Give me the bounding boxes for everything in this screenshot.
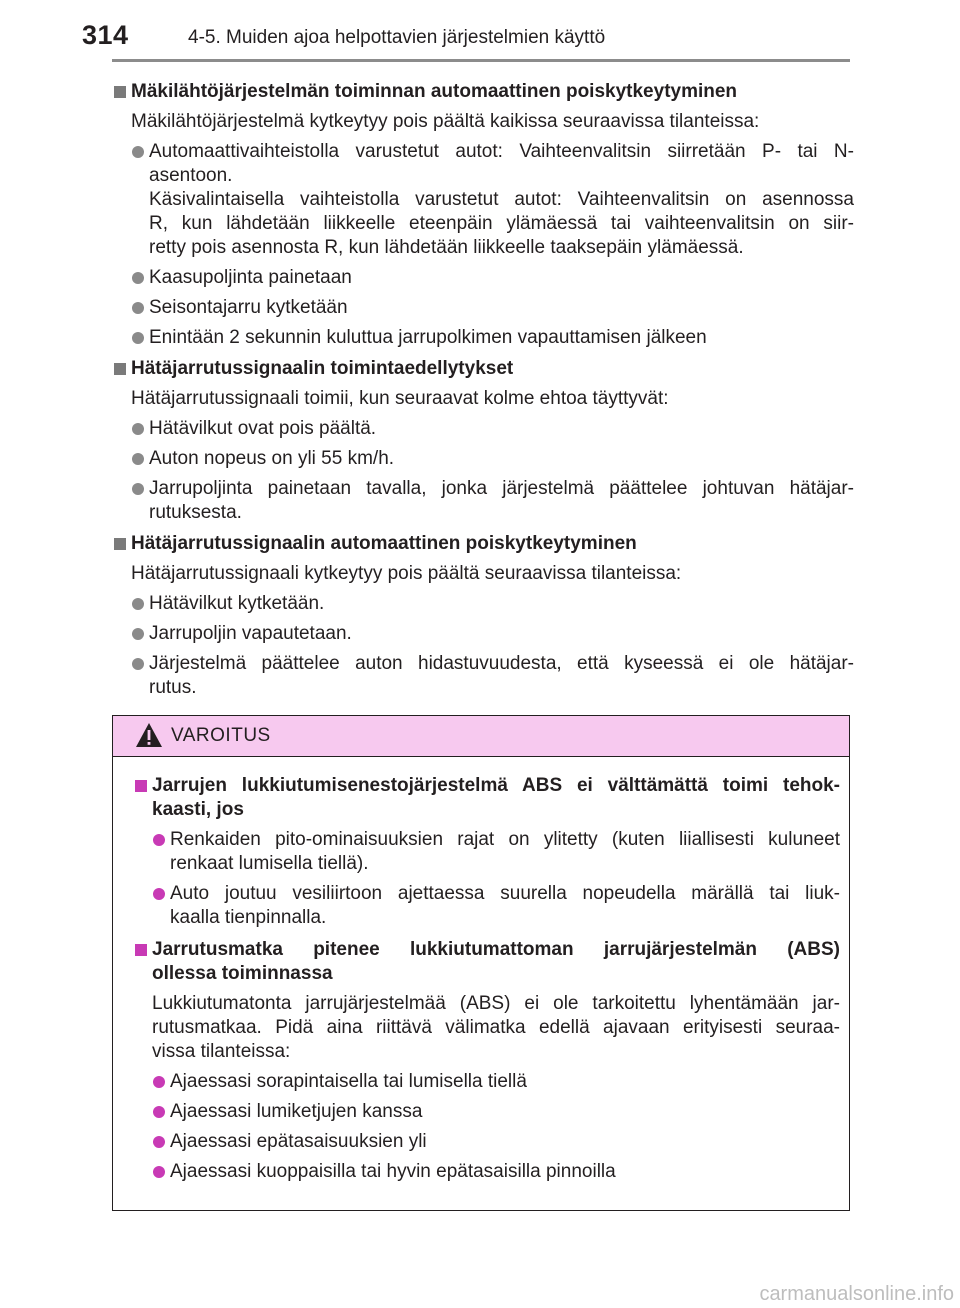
- header-divider: [112, 59, 850, 62]
- section-heading: [112, 532, 854, 556]
- list-item: [112, 592, 854, 616]
- intro-line: rutusmatkaa. Pidä aina riittävä välimatka edellä ajavaan erityisesti seuraa-: [152, 1017, 840, 1038]
- list-item: [112, 417, 854, 441]
- list-item: [112, 296, 854, 320]
- list-item-line: Kaasupoljinta painetaan: [149, 267, 352, 288]
- list-item-line: Ajaessasi kuoppaisilla tai hyvin epätasaisilla pinnoilla: [170, 1161, 616, 1182]
- warning-header: [113, 716, 849, 757]
- square-bullet-icon: [114, 363, 126, 375]
- list-item: [112, 326, 854, 350]
- circle-bullet-icon: [132, 423, 144, 435]
- list-item-line: Jarrupoljinta painetaan tavalla, jonka järjestelmä päättelee johtuvan hätäjar-: [149, 478, 854, 499]
- page-header: [0, 0, 960, 62]
- list-item: [112, 266, 854, 290]
- section-title: Hätäjarrutussignaalin toimintaedellytykset: [131, 358, 514, 379]
- warning-section-intro: [133, 992, 840, 1064]
- circle-bullet-icon: [132, 146, 144, 158]
- square-bullet-icon: [114, 538, 126, 550]
- intro-line: vissa tilanteissa:: [152, 1041, 291, 1062]
- section-title: Mäkilähtöjärjestelmän toiminnan automaattinen poiskytkeytyminen: [131, 81, 738, 102]
- list-item: [112, 652, 854, 700]
- warning-section-heading: [133, 774, 840, 822]
- section-title: Hätäjarrutussignaalin automaattinen poiskytkeytyminen: [131, 533, 637, 554]
- warning-heading-line: Jarrujen lukkiutumisenestojärjestelmä ABS ei välttämättä toimi tehok-: [152, 775, 840, 796]
- circle-bullet-icon: [132, 302, 144, 314]
- circle-bullet-icon: [132, 272, 144, 284]
- intro-line: Lukkiutumatonta jarrujärjestelmää (ABS) ei ole tarkoitettu lyhentämään jar-: [152, 993, 840, 1014]
- list-item-line: Seisontajarru kytketään: [149, 297, 348, 318]
- circle-bullet-icon: [153, 834, 165, 846]
- list-item-line: Auton nopeus on yli 55 km/h.: [149, 448, 395, 469]
- list-item-line: renkaat lumisella tiellä).: [170, 853, 369, 874]
- warning-section-heading: [133, 938, 840, 986]
- circle-bullet-icon: [132, 332, 144, 344]
- circle-bullet-icon: [132, 453, 144, 465]
- list-item: [112, 140, 854, 260]
- page-number: 314: [82, 20, 129, 50]
- circle-bullet-icon: [153, 1076, 165, 1088]
- list-item: [133, 882, 840, 930]
- circle-bullet-icon: [153, 888, 165, 900]
- list-item-line: Ajaessasi sorapintaisella tai lumisella tiellä: [170, 1071, 527, 1092]
- list-item: [133, 828, 840, 876]
- list-item-line: Käsivalintaisella vaihteistolla varustetut autot: Vaihteenvalitsin on asennossa: [149, 189, 854, 210]
- list-item-line: Jarrupoljin vapautetaan.: [149, 623, 352, 644]
- list-item-line: kaalla tienpinnalla.: [170, 907, 327, 928]
- warning-triangle-icon: [135, 722, 163, 748]
- list-item-line: retty pois asennosta R, kun lähdetään liikkeelle taaksepäin ylämäessä.: [149, 237, 744, 258]
- circle-bullet-icon: [132, 658, 144, 670]
- warning-heading-line: Jarrutusmatka pitenee lukkiutumattoman jarrujärjestelmän (ABS): [152, 939, 840, 960]
- list-item-line: Hätävilkut kytketään.: [149, 593, 325, 614]
- circle-bullet-icon: [132, 628, 144, 640]
- circle-bullet-icon: [153, 1106, 165, 1118]
- list-item-line: Enintään 2 sekunnin kuluttua jarrupolkimen vapauttamisen jälkeen: [149, 327, 707, 348]
- warning-content: [113, 774, 849, 1184]
- list-item: [133, 1160, 840, 1184]
- circle-bullet-icon: [153, 1166, 165, 1178]
- list-item: [133, 1130, 840, 1154]
- warning-heading-line: ollessa toiminnassa: [152, 963, 333, 984]
- list-item-line: Hätävilkut ovat pois päältä.: [149, 418, 377, 439]
- list-item-line: Ajaessasi lumiketjujen kanssa: [170, 1101, 423, 1122]
- list-item-line: Renkaiden pito-ominaisuuksien rajat on ylitetty (kuten liiallisesti kuluneet: [170, 829, 840, 850]
- list-item-line: R, kun lähdetään liikkeelle eteenpäin ylämäessä tai vaihteenvalitsin on siir-: [149, 213, 854, 234]
- section-heading: [112, 357, 854, 381]
- circle-bullet-icon: [132, 598, 144, 610]
- list-item-line: Auto joutuu vesiliirtoon ajettaessa suurella nopeudella märällä tai liuk-: [170, 883, 840, 904]
- section-heading: [112, 80, 854, 104]
- warning-title: VAROITUS: [171, 725, 271, 746]
- square-bullet-icon: [135, 944, 147, 956]
- main-content: [112, 73, 854, 700]
- list-item-line: rutus.: [149, 677, 197, 698]
- section-intro: Mäkilähtöjärjestelmä kytkeytyy pois päältä kaikissa seuraavissa tilanteissa:: [131, 111, 760, 132]
- circle-bullet-icon: [132, 483, 144, 495]
- chapter-title: 4-5. Muiden ajoa helpottavien järjestelmien käyttö: [188, 27, 606, 48]
- square-bullet-icon: [114, 86, 126, 98]
- list-item: [133, 1100, 840, 1124]
- list-item-line: Automaattivaihteistolla varustetut autot: Vaihteenvalitsin siirretään P- tai N-: [149, 141, 854, 162]
- list-item-line: Järjestelmä päättelee auton hidastuvuudesta, että kyseessä ei ole hätäjar-: [149, 653, 854, 674]
- section-intro: Hätäjarrutussignaali toimii, kun seuraavat kolme ehtoa täyttyvät:: [131, 388, 669, 409]
- list-item: [112, 622, 854, 646]
- circle-bullet-icon: [153, 1136, 165, 1148]
- list-item-line: Ajaessasi epätasaisuuksien yli: [170, 1131, 427, 1152]
- list-item: [133, 1070, 840, 1094]
- section-intro: Hätäjarrutussignaali kytkeytyy pois päältä seuraavissa tilanteissa:: [131, 563, 682, 584]
- list-item-line: asentoon.: [149, 165, 233, 186]
- warning-box: [112, 715, 850, 1211]
- warning-heading-line: kaasti, jos: [152, 799, 244, 820]
- list-item: [112, 447, 854, 471]
- list-item: [112, 477, 854, 525]
- list-item-line: rutuksesta.: [149, 502, 242, 523]
- watermark: carmanualsonline.info: [759, 1283, 954, 1305]
- square-bullet-icon: [135, 780, 147, 792]
